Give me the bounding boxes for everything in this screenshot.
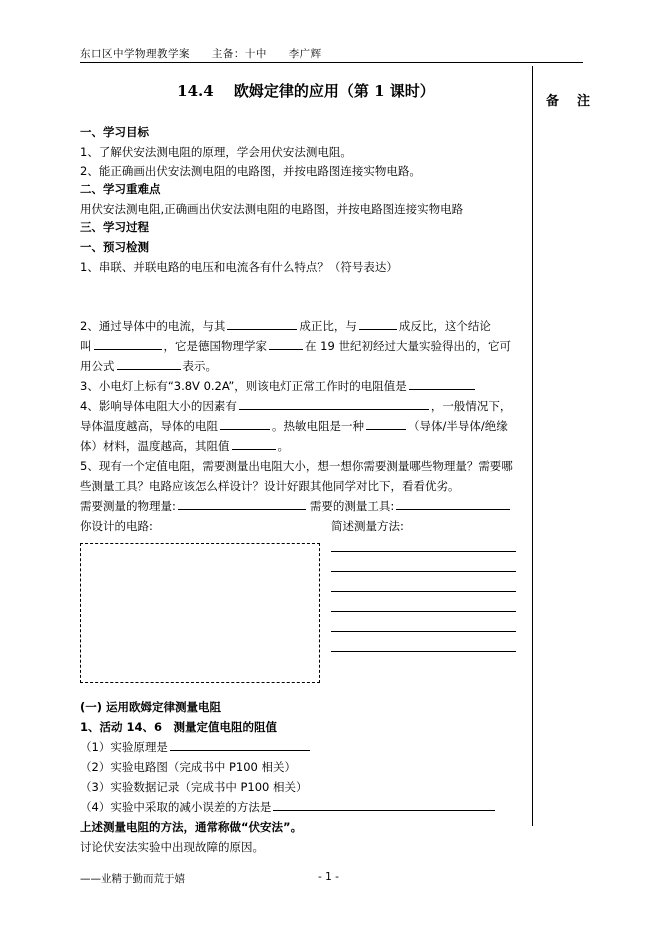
remark-column-label: 备注 [546, 94, 609, 109]
blank[interactable] [239, 398, 429, 410]
goal-2: 2、能正确画出伏安法测电阻的电路图，并按电路图连接实物电路。 [80, 164, 421, 178]
heading-goals: 一、学习目标 [80, 125, 149, 139]
key-point-text: 用伏安法测电阻,正确画出伏安法测电阻的电路图，并按电路图连接实物电路 [80, 202, 464, 216]
answer-line[interactable] [331, 631, 516, 632]
blank[interactable] [178, 498, 306, 510]
header-school: 东口区中学物理教学案 [80, 48, 190, 60]
discussion-prompt: 讨论伏安法实验中出现故障的原因。 [80, 840, 264, 854]
answer-line[interactable] [331, 651, 516, 652]
question-2-line-3: 用公式 表示。 [80, 359, 217, 373]
step-2: （2）实验电路图（完成书中 P100 相关） [80, 760, 297, 774]
question-1: 1、串联、并联电路的电压和电流各有什么特点？（符号表达） [80, 260, 398, 274]
question-4-line-2: 导体温度越高，导体的电阻 。热敏电阻是一种 （导体/半导体/绝缘 [80, 419, 508, 433]
blank[interactable] [269, 338, 303, 350]
question-2-line-1: 2、通过导体中的电流，与其 成正比，与 成反比，这个结论 [80, 319, 491, 333]
heading-key-points: 二、学习重难点 [80, 182, 161, 196]
heading-measure-resistance: (一) 运用欧姆定律测量电阻 [80, 700, 222, 714]
heading-preview: 一、预习检测 [80, 240, 149, 254]
question-4-line-3: 体）材料，温度越高，其阻值 。 [80, 439, 289, 453]
answer-line[interactable] [331, 571, 516, 572]
step-1: （1）实验原理是 [80, 739, 312, 755]
question-5-quantities: 需要测量的物理量: 需要的测量工具: [80, 498, 512, 514]
header-rule [80, 62, 583, 63]
blank[interactable] [232, 438, 276, 450]
page-title: 14.4 欧姆定律的应用（第 1 课时） [177, 82, 435, 100]
blank[interactable] [366, 418, 406, 430]
blank[interactable] [117, 358, 181, 370]
question-5-line-1: 5、现有一个定值电阻，需要测量出电阻大小，想一想你需要测量哪些物理量？需要哪 [80, 459, 513, 473]
header-author-name: 李广辉 [288, 48, 322, 60]
step-3: （3）实验数据记录（完成书中 P100 相关） [80, 780, 308, 794]
question-3: 3、小电灯上标有“3.8V 0.2A”，则该电灯正常工作时的电阻值是 [80, 378, 477, 394]
blank[interactable] [359, 318, 397, 330]
goal-1: 1、了解伏安法测电阻的原理，学会用伏安法测电阻。 [80, 145, 352, 159]
header-author-label: 主备：十中 [211, 48, 267, 60]
footer-motto: ——业精于勤而荒于嬉 [80, 873, 185, 885]
answer-line[interactable] [331, 611, 516, 612]
question-5-method-label: 简述测量方法: [331, 519, 404, 533]
answer-line[interactable] [331, 551, 516, 552]
blank[interactable] [396, 498, 510, 510]
blank[interactable] [273, 799, 495, 811]
method-summary: 上述测量电阻的方法，通常称做“伏安法”。 [80, 820, 303, 834]
step-4: （4）实验中采取的减小误差的方法是 [80, 799, 497, 815]
blank[interactable] [409, 378, 475, 390]
blank[interactable] [220, 418, 270, 430]
answer-line[interactable] [331, 591, 516, 592]
activity-heading: 1、活动 14、6 测量定值电阻的阻值 [80, 720, 278, 734]
heading-process: 三、学习过程 [80, 220, 149, 234]
blank[interactable] [227, 318, 297, 330]
question-5-line-2: 些测量工具？电路应该怎么样设计？设计好跟其他同学对比下，看看优劣。 [80, 479, 460, 493]
blank[interactable] [170, 739, 310, 751]
question-5-circuit-label: 你设计的电路: [80, 519, 153, 533]
margin-divider [532, 66, 533, 826]
circuit-drawing-box[interactable] [80, 543, 320, 683]
question-2-line-2: 叫 ，它是德国物理学家 在 19 世纪初经过大量实验得出的，它可 [80, 339, 511, 353]
page-number: - 1 - [318, 871, 339, 883]
question-4-line-1: 4、影响导体电阻大小的因素有 ，一般情况下， [80, 399, 512, 413]
page-header [80, 46, 340, 61]
blank[interactable] [94, 338, 162, 350]
